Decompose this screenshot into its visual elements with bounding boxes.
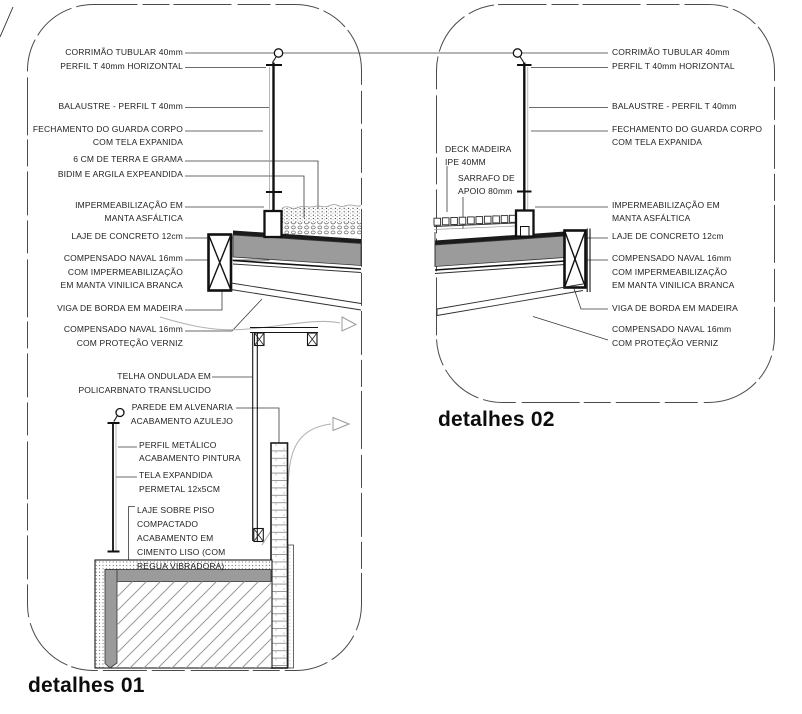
label-impermeabilizacao-l2: MANTA ASFÁLTICA: [104, 213, 183, 223]
label-laje-piso: LAJE SOBRE PISO: [137, 505, 215, 515]
label-laje-piso-l5: REGUA VIBRADORA): [137, 561, 225, 571]
detail-01-edge-beam: [209, 235, 232, 291]
detail-02-wood-deck: [434, 215, 516, 229]
handrail-tube-section: [274, 49, 282, 57]
label-compensado-1-l3: EM MANTA VINILICA BRANCA: [60, 280, 183, 290]
detail-02-edge-beam: [565, 229, 591, 293]
label-viga-borda: VIGA DE BORDA EM MADEIRA: [57, 303, 183, 313]
label-sarrafo: SARRAFO DE: [458, 173, 515, 183]
label-corrimao: CORRIMÃO TUBULAR 40mm: [65, 47, 183, 57]
label-tela-expandida-l2: PERMETAL 12x5CM: [139, 484, 221, 494]
label-impermeabilizacao: IMPERMEABILIZAÇÃO EM: [75, 200, 183, 210]
border-fragment: [0, 7, 13, 37]
label-bidim-argila: BIDIM E ARGILA EXPEANDIDA: [57, 169, 183, 179]
label-compensado-1-l2: COM IMPERMEABILIZAÇÃO: [67, 267, 183, 277]
detail-01-guardrail: [266, 49, 283, 211]
detail-02-title: detalhes 02: [438, 408, 555, 431]
label-compensado-2-l2: COM PROTEÇÃO VERNIZ: [76, 338, 183, 348]
label-compensado-1-l2: COM IMPERMEABILIZAÇÃO: [612, 267, 728, 277]
label-fechamento-l2: COM TELA EXPANIDA: [612, 137, 703, 147]
label-laje-piso-l2: COMPACTADO: [137, 519, 199, 529]
label-viga-borda: VIGA DE BORDA EM MADEIRA: [612, 303, 738, 313]
label-laje-concreto: LAJE DE CONCRETO 12cm: [71, 231, 183, 241]
label-deck-madeira-l2: IPE 40MM: [445, 157, 486, 167]
label-telha-ondulada: TELHA ONDULADA EM: [117, 371, 211, 381]
label-impermeabilizacao: IMPERMEABILIZAÇÃO EM: [612, 200, 720, 210]
label-fechamento: FECHAMENTO DO GUARDA CORPO: [32, 124, 183, 134]
waterproofing-upstand: [265, 211, 282, 237]
label-impermeabilizacao-l2: MANTA ASFÁLTICA: [612, 213, 691, 223]
detail-01-floor-slab: [95, 560, 272, 668]
label-corrimao: CORRIMÃO TUBULAR 40mm: [612, 47, 730, 57]
detail-02-soffit-panel: [437, 284, 583, 316]
label-fechamento-l2: COM TELA EXPANIDA: [92, 137, 183, 147]
detail-01-title: detalhes 01: [28, 674, 145, 697]
label-sarrafo-l2: APOIO 80mm: [458, 186, 513, 196]
handrail-tube-section: [513, 49, 521, 57]
label-compensado-2: COMPENSADO NAVAL 16mm: [63, 324, 183, 334]
detail-01-green-roof: [282, 205, 361, 235]
detail-01-metal-profile-post: [108, 409, 125, 553]
label-perfil-t: PERFIL T 40mm HORIZONTAL: [60, 61, 183, 71]
label-compensado-2-l2: COM PROTEÇÃO VERNIZ: [612, 338, 719, 348]
label-balaustre: BALAUSTRE - PERFIL T 40mm: [58, 101, 183, 111]
label-terra-grama: 6 CM DE TERRA E GRAMA: [73, 154, 183, 164]
detail-01-soffit-panel: [231, 283, 361, 310]
label-laje-piso-l4: CIMENTO LISO (COM: [137, 547, 226, 557]
detail-02-guardrail: [513, 49, 531, 211]
label-perfil-t: PERFIL T 40mm HORIZONTAL: [612, 61, 735, 71]
label-telha-ondulada-l2: POLICARBNATO TRANSLUCIDO: [78, 385, 211, 395]
label-parede-alvenaria-l2: ACABAMENTO AZULEJO: [130, 416, 233, 426]
label-perfil-metalico-l2: ACABAMENTO PINTURA: [139, 453, 241, 463]
label-compensado-1-l3: EM MANTA VINILICA BRANCA: [612, 280, 735, 290]
label-compensado-1: COMPENSADO NAVAL 16mm: [612, 253, 732, 263]
sketch-arrow-upper: [160, 317, 356, 331]
label-tela-expandida: TELA EXPANDIDA: [139, 470, 213, 480]
label-balaustre: BALAUSTRE - PERFIL T 40mm: [612, 101, 737, 111]
label-laje-piso-l3: ACABAMENTO EM: [137, 533, 214, 543]
label-compensado-1: COMPENSADO NAVAL 16mm: [63, 253, 183, 263]
label-compensado-2: COMPENSADO NAVAL 16mm: [612, 324, 732, 334]
detail-01-masonry-wall: [271, 443, 294, 668]
label-laje-concreto: LAJE DE CONCRETO 12cm: [612, 231, 724, 241]
label-perfil-metalico: PERFIL METÁLICO: [139, 440, 217, 450]
label-deck-madeira: DECK MADEIRA: [445, 144, 512, 154]
label-parede-alvenaria: PAREDE EM ALVENARIA: [131, 402, 233, 412]
label-fechamento: FECHAMENTO DO GUARDA CORPO: [612, 124, 763, 134]
